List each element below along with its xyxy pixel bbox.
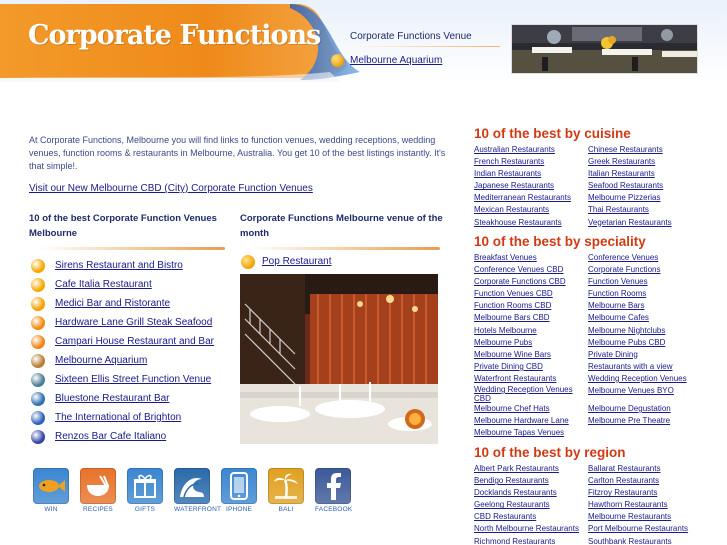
sidebar-link[interactable]: Melbourne Pubs [474, 337, 533, 347]
sidebar-link[interactable]: Melbourne Chef Hats [474, 404, 550, 414]
sidebar-link[interactable]: Melbourne Bars CBD [474, 313, 550, 323]
sidebar-link[interactable]: Melbourne Nightclubs [588, 325, 666, 335]
sidebar-link[interactable]: Fitzroy Restaurants [588, 488, 658, 498]
sidebar-link[interactable]: Private Dining [588, 349, 638, 359]
bullet-icon [241, 255, 255, 269]
sidebar-link[interactable]: Italian Restaurants [588, 169, 655, 179]
list-item [31, 389, 214, 408]
region-links [474, 463, 727, 545]
sidebar-link[interactable]: Richmond Restaurants [474, 536, 556, 545]
bullet-icon [31, 411, 45, 425]
sidebar-link[interactable]: Port Melbourne Restaurants [588, 524, 689, 534]
list-item [31, 408, 214, 427]
promo-label: IPHONE [225, 506, 253, 513]
venue-link[interactable]: Campari House Restaurant and Bar [55, 336, 214, 347]
bullet-icon [331, 54, 344, 67]
venue-link[interactable]: Hardware Lane Grill Steak Seafood [55, 317, 213, 328]
bullet-icon [31, 373, 45, 387]
sidebar-link[interactable]: CBD Restaurants [474, 512, 537, 522]
sidebar-link[interactable]: Carlton Restaurants [588, 476, 660, 486]
sidebar-link[interactable]: Indian Restaurants [474, 169, 542, 179]
palm-icon[interactable] [268, 468, 304, 504]
venue-link[interactable]: Sirens Restaurant and Bistro [55, 260, 183, 271]
sidebar-link[interactable]: Bendigo Restaurants [474, 476, 549, 486]
sidebar-link[interactable]: Japanese Restaurants [474, 181, 555, 191]
promo-recipes[interactable] [80, 468, 116, 513]
list-item [31, 313, 214, 332]
sidebar-link[interactable]: Thai Restaurants [588, 205, 649, 215]
divider [40, 247, 225, 250]
region-heading: 10 of the best by region [474, 445, 626, 460]
sidebar-link[interactable]: Docklands Restaurants [474, 488, 557, 498]
sidebar-link[interactable]: Melbourne Hardware Lane [474, 416, 569, 426]
wave-icon[interactable] [174, 468, 210, 504]
sidebar-link[interactable]: Function Venues CBD [474, 289, 553, 299]
promo-bali[interactable] [268, 468, 304, 513]
sidebar-link[interactable]: Wedding Reception Venues [588, 373, 687, 383]
sidebar-link[interactable]: Melbourne Tapas Venues [474, 428, 565, 438]
sidebar-link[interactable]: Conference Venues [588, 253, 659, 262]
promo-label: GIFTS [134, 506, 156, 513]
speciality-links [474, 252, 727, 439]
venue-link[interactable]: Medici Bar and Ristorante [55, 298, 171, 309]
best-venues-heading: 10 of the best Corporate Function Venues Melbourne [29, 213, 217, 239]
speciality-heading: 10 of the best by speciality [474, 234, 646, 249]
cbd-venues-link[interactable]: Visit our New Melbourne CBD (City) Corporate Function Venues [29, 183, 313, 194]
promo-icon-row [33, 468, 351, 513]
featured-venue-link[interactable]: Melbourne Aquarium [350, 55, 443, 66]
site-logo[interactable]: Corporate Functions [28, 20, 321, 51]
sidebar-link[interactable]: Waterfront Restaurants [474, 373, 557, 383]
bullet-icon [31, 430, 45, 444]
sidebar-link[interactable]: French Restaurants [474, 157, 545, 167]
cuisine-links [474, 144, 727, 229]
sidebar-link[interactable]: Corporate Functions CBD [474, 277, 566, 287]
venue-link[interactable]: Cafe Italia Restaurant [55, 279, 152, 290]
sidebar-link[interactable]: Private Dining CBD [474, 361, 543, 371]
sidebar-link[interactable]: Corporate Functions [588, 265, 661, 275]
site-header [0, 0, 727, 82]
sidebar-link[interactable]: Geelong Restaurants [474, 500, 550, 510]
bullet-icon [31, 392, 45, 406]
sidebar-link[interactable]: Breakfast Venues [474, 253, 537, 262]
promo-gifts[interactable] [127, 468, 163, 513]
sidebar-link[interactable]: Function Rooms [588, 289, 647, 299]
venue-link[interactable]: Melbourne Aquarium [55, 355, 148, 366]
venue-link[interactable]: Renzos Bar Cafe Italiano [55, 431, 167, 442]
venue-link[interactable]: Sixteen Ellis Street Function Venue [55, 374, 212, 385]
promo-iphone[interactable] [221, 468, 257, 513]
featured-venue-label: Corporate Functions Venue [350, 31, 472, 42]
sidebar-link[interactable]: Mediterranean Restaurants [474, 193, 571, 203]
sidebar-link[interactable]: Melbourne Restaurants [588, 512, 672, 522]
promo-label: RECIPES [83, 506, 113, 513]
bullet-icon [31, 354, 45, 368]
header-photo [511, 24, 698, 74]
venue-of-month-link[interactable]: Pop Restaurant [262, 256, 332, 267]
best-venues-list [31, 256, 214, 446]
sidebar-link[interactable]: Melbourne Venues BYO [588, 386, 674, 396]
list-item [31, 275, 214, 294]
venue-link[interactable]: Bluestone Restaurant Bar [55, 393, 170, 404]
list-item [31, 351, 214, 370]
sidebar-link[interactable]: Mexican Restaurants [474, 205, 550, 215]
divider [340, 46, 500, 47]
bullet-icon [31, 335, 45, 349]
sidebar-link[interactable]: Melbourne Pizzerias [588, 193, 661, 203]
list-item [31, 370, 214, 389]
sidebar-link[interactable]: Seafood Restaurants [588, 181, 664, 191]
list-item [31, 294, 214, 313]
gift-icon[interactable] [127, 468, 163, 504]
promo-win[interactable] [33, 468, 69, 513]
sidebar-link[interactable]: Wedding Reception Venues CBD [474, 385, 573, 404]
bullet-icon [31, 316, 45, 330]
venue-of-month-photo[interactable] [240, 274, 438, 444]
intro-text: At Corporate Functions, Melbourne you will find links to function venues, wedding receptions, wedding venues, function rooms & restaurants in Melbourne, Australia. You get 10 of the best listings instantly. It's that simple!. [29, 135, 446, 171]
sidebar-link[interactable]: North Melbourne Restaurants [474, 524, 579, 534]
cuisine-heading: 10 of the best by cuisine [474, 126, 631, 141]
facebook-icon[interactable] [315, 468, 351, 504]
venue-link[interactable]: The International of Brighton [55, 412, 182, 423]
sidebar-link[interactable]: Melbourne Cafes [588, 313, 649, 323]
sidebar-link[interactable]: Melbourne Pubs CBD [588, 337, 666, 347]
sidebar-link[interactable]: Hotels Melbourne [474, 325, 537, 335]
sidebar-link[interactable]: Steakhouse Restaurants [474, 217, 562, 227]
sidebar-link[interactable]: Melbourne Degustation [588, 404, 671, 414]
promo-label: BALI [278, 506, 294, 513]
fish-icon[interactable] [33, 468, 69, 504]
list-item [31, 256, 214, 275]
sidebar-link[interactable]: Chinese Restaurants [588, 145, 663, 154]
iphone-icon[interactable] [221, 468, 257, 504]
sidebar-link[interactable]: Greek Restaurants [588, 157, 656, 167]
venue-of-month-heading: Corporate Functions Melbourne venue of the month [240, 213, 443, 239]
list-item [31, 332, 214, 351]
sidebar-link[interactable]: Restaurants with a view [588, 361, 673, 371]
promo-label: WATERFRONT [174, 506, 222, 513]
promo-facebook[interactable] [315, 468, 351, 513]
bullet-icon [31, 259, 45, 273]
bowl-icon[interactable] [80, 468, 116, 504]
sidebar-link[interactable]: Function Venues [588, 277, 648, 287]
list-item [31, 427, 214, 446]
sidebar-link[interactable]: Ballarat Restaurants [588, 464, 661, 473]
sidebar-link[interactable]: Hawthorn Restaurants [588, 500, 668, 510]
promo-waterfront[interactable] [174, 468, 222, 513]
sidebar-link[interactable]: Southbank Restaurants [588, 536, 672, 545]
sidebar-link[interactable]: Function Rooms CBD [474, 301, 552, 311]
sidebar-link[interactable]: Melbourne Pre Theatre [588, 416, 671, 426]
promo-label: WIN [44, 506, 58, 513]
promo-label: FACEBOOK [315, 506, 353, 513]
bullet-icon [31, 297, 45, 311]
sidebar-link[interactable]: Conference Venues CBD [474, 265, 564, 275]
sidebar-link[interactable]: Melbourne Bars [588, 301, 645, 311]
sidebar-link[interactable]: Albert Park Restaurants [474, 464, 559, 473]
bullet-icon [31, 278, 45, 292]
sidebar-link[interactable]: Vegetarian Restaurants [588, 217, 672, 227]
divider [250, 247, 440, 250]
sidebar-link[interactable]: Australian Restaurants [474, 145, 555, 154]
sidebar-link[interactable]: Melbourne Wine Bars [474, 349, 551, 359]
